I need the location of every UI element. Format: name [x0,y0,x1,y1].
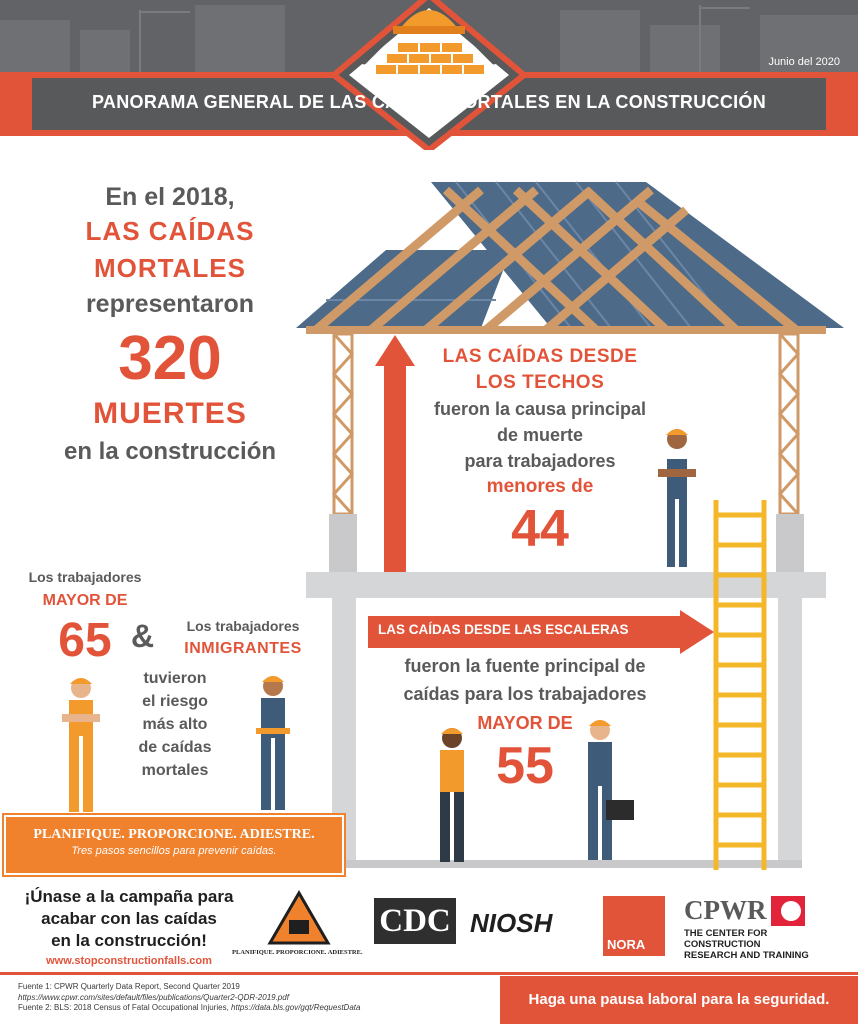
ladders-line2: caídas para los trabajadores [403,684,647,704]
roofs-line5: para trabajadores [464,451,616,471]
ladder-banner-text: LAS CAÍDAS DESDE LAS ESCALERAS [378,622,629,637]
campaign-triangle-logo [267,890,331,946]
roofs-number: 44 [511,500,569,558]
campaign-logo-caption: PLANIFIQUE. PROPORCIONE. ADIESTRE. [232,949,363,956]
older-number: 65 [58,614,112,667]
immigrants-line7: mortales [141,762,209,779]
roofs-stat-block [405,344,675,558]
immigrants-line3: tuvieron [143,670,207,687]
immigrant-worker-illustration [248,672,298,812]
left-stat-line1: En el 2018, [105,183,235,211]
roofs-line3: fueron la causa principal [433,399,647,419]
roofs-line4: de muerte [496,425,584,445]
immigrants-line2: INMIGRANTES [184,640,302,657]
campaign-block [4,886,254,970]
ladders-line3: MAYOR DE [477,713,573,733]
older-line1: Los trabajadores [28,569,142,585]
left-stat-line2: LAS CAÍDAS [85,216,255,246]
immigrants-risk-block [125,667,225,782]
campaign-url[interactable]: www.stopconstructionfalls.com [46,955,212,967]
immigrants-line1: Los trabajadores [186,618,300,634]
left-stat-line5: MUERTES [93,397,247,430]
footer-sources [18,982,488,1014]
plan-box-subtitle: Tres pasos sencillos para prevenir caídas. [71,845,277,857]
older-line2: MAYOR DE [42,592,128,609]
left-stat-block [50,182,290,472]
older-worker-illustration [56,674,106,814]
emblem-diamond [329,0,529,150]
ladders-stat-block [375,652,675,794]
left-stat-line3: MORTALES [94,253,246,283]
nora-logo [603,896,665,956]
immigrants-line5: más alto [142,716,208,733]
footer-divider [0,972,858,975]
campaign-line3: en la construcción! [51,931,207,950]
niosh-logo: NIOSH [470,908,553,938]
cpwr-logo-text: CPWR [684,895,767,925]
immigrants-line4: el riesgo [142,693,208,710]
cdc-logo: CDC [374,898,456,944]
nora-logo-text: NORA [607,937,646,952]
footer-source2-label: Fuente 2: BLS: 2018 Census of Fatal Occupational Injuries, [18,1003,229,1012]
cpwr-circle-icon [771,896,805,926]
toolbox-icon [606,800,634,820]
footer-slogan-box [500,976,858,1024]
footer-source2-url[interactable]: https://data.bls.gov/gqt/RequestData [231,1003,361,1012]
immigrants-line6: de caídas [138,739,212,756]
ladders-number: 55 [496,737,554,795]
cpwr-logo [684,895,844,961]
header-date: Junio del 2020 [768,56,840,68]
roofs-line2: LOS TECHOS [475,372,605,393]
left-stat-number: 320 [118,324,222,393]
campaign-line2: acabar con las caídas [41,909,217,928]
plan-box-title: PLANIFIQUE. PROPORCIONE. ADIESTRE. [33,827,315,842]
footer-source2 [18,1003,488,1014]
left-stat-line4: representaron [85,290,255,318]
plan-box [4,815,344,875]
cpwr-subtitle1: THE CENTER FOR CONSTRUCTION [684,928,768,950]
ampersand: & [131,618,155,654]
roofs-line6: menores de [486,476,594,497]
footer-source1-url[interactable]: https://www.cpwr.com/sites/default/files/publications/Quarter2-QDR-2019.pdf [18,992,289,1002]
campaign-line1: ¡Únase a la campaña para [24,887,234,906]
cpwr-subtitle2: RESEARCH AND TRAINING [684,950,809,961]
footer-slogan: Haga una pausa laboral para la seguridad. [528,991,830,1008]
footer-source1: Fuente 1: CPWR Quarterly Data Report, Second Quarter 2019 [18,982,240,991]
roofs-line1: LAS CAÍDAS DESDE [442,346,638,367]
left-stat-line6: en la construcción [63,438,277,465]
ladders-line1: fueron la fuente principal de [404,656,646,676]
page-title: PANORAMA GENERAL DE LAS CAÍDAS MORTALES EN LA CONSTRUCCIÓN [91,92,767,112]
immigrants-block [168,616,318,662]
